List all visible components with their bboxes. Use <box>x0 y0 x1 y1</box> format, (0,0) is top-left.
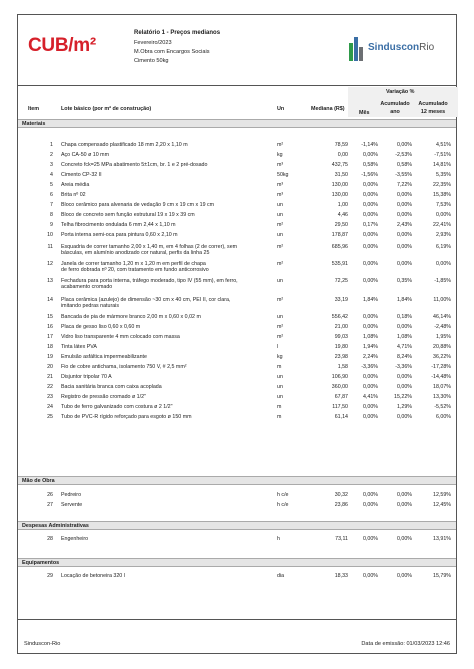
item-description <box>61 414 283 420</box>
item-median: 23,98 <box>334 354 348 360</box>
item-unit: 50kg <box>277 172 289 178</box>
item-var-year: 0,00% <box>396 142 412 148</box>
col-month: Mês <box>359 110 370 116</box>
item-var-12m: 4,51% <box>435 142 451 148</box>
item-median: 432,75 <box>331 162 348 168</box>
item-median: 130,00 <box>331 192 348 198</box>
item-description <box>61 192 283 198</box>
item-description-line: básculas, em alumínio anodizado cor natural, perfis da linha 25 <box>61 250 210 257</box>
item-var-month: 0,00% <box>362 278 378 284</box>
item-unit: m² <box>277 222 284 228</box>
item-number: 3 <box>50 162 53 168</box>
item-number: 5 <box>50 182 53 188</box>
item-var-year: 7,22% <box>396 182 412 188</box>
item-number: 4 <box>50 172 53 178</box>
item-unit: m² <box>277 142 284 148</box>
item-var-year: 1,08% <box>396 334 412 340</box>
item-median: 19,80 <box>334 344 348 350</box>
item-unit: m <box>277 414 282 420</box>
item-description-line: Vidro liso transparente 4 mm colocado com massa <box>61 334 180 340</box>
sinduscon-logo <box>348 35 444 61</box>
section-despesas: Despesas Administrativas <box>18 521 456 530</box>
item-var-12m: 0,00% <box>435 212 451 218</box>
item-number: 6 <box>50 192 53 198</box>
item-description-line: Concreto fck=25 MPa abatimento 5±1cm, br. 1 e 2 pré-dosado <box>61 162 208 168</box>
item-var-12m: 22,41% <box>433 222 451 228</box>
item-var-year: 2,43% <box>396 222 412 228</box>
item-number: 10 <box>47 232 53 238</box>
item-description <box>61 261 283 273</box>
item-description-line: de ferro dobrada nº 20, com tratamento em fundo anticorrosivo <box>61 267 209 274</box>
item-description-line: Areia média <box>61 182 90 188</box>
item-median: 18,33 <box>334 573 348 579</box>
item-var-12m: 2,93% <box>435 232 451 238</box>
item-number: 14 <box>47 297 53 303</box>
item-description-line: Emulsão asfáltica impermeabilizante <box>61 354 147 360</box>
item-number: 27 <box>47 502 53 508</box>
item-median: 106,90 <box>331 374 348 380</box>
item-median: 1,58 <box>337 364 348 370</box>
item-var-month: 0,00% <box>362 261 378 267</box>
item-description-line: Cimento CP-32 II <box>61 172 102 178</box>
item-var-12m: 46,14% <box>433 314 451 320</box>
item-description-line: imitando pedras naturais <box>61 303 120 310</box>
footer-divider <box>18 619 456 620</box>
item-description-line: Engenheiro <box>61 536 89 542</box>
item-median: 685,96 <box>331 244 348 250</box>
item-number: 9 <box>50 222 53 228</box>
item-median: 31,50 <box>334 172 348 178</box>
item-number: 29 <box>47 573 53 579</box>
item-description-line: Placa cerâmica (azulejo) de dimensão ~30 cm x 40 cm, PEI II, cor clara, <box>61 297 231 303</box>
item-var-year: 8,24% <box>396 354 412 360</box>
item-description-line: Telha fibrocimento ondulada 6 mm 2,44 x 1,10 m <box>61 222 176 228</box>
item-var-month: 0,00% <box>362 374 378 380</box>
item-description <box>61 244 283 256</box>
item-var-year: 0,00% <box>396 212 412 218</box>
item-var-year: 15,22% <box>394 394 412 400</box>
item-description <box>61 278 283 290</box>
item-var-year: 4,71% <box>396 344 412 350</box>
item-number: 24 <box>47 404 53 410</box>
item-description <box>61 324 283 330</box>
item-var-year: 1,84% <box>396 297 412 303</box>
item-description-line: Bacia sanitária branca com caixa acoplada <box>61 384 162 390</box>
item-description <box>61 162 283 168</box>
item-var-year: -3,36% <box>395 364 412 370</box>
section-mao-de-obra: Mão de Obra <box>18 476 456 485</box>
report-page <box>17 14 457 654</box>
item-var-year: 0,00% <box>396 374 412 380</box>
item-description <box>61 374 283 380</box>
item-description-line: Brita nº 02 <box>61 192 86 198</box>
item-description <box>61 212 283 218</box>
item-median: 130,00 <box>331 182 348 188</box>
item-description <box>61 344 283 350</box>
item-median: 117,50 <box>332 404 348 410</box>
item-median: 535,91 <box>331 261 348 267</box>
item-median: 73,11 <box>335 536 348 542</box>
item-var-12m: 6,19% <box>435 244 451 250</box>
item-number: 2 <box>50 152 53 158</box>
item-var-month: 0,17% <box>362 222 378 228</box>
item-var-month: 0,00% <box>362 536 378 542</box>
item-description <box>61 384 283 390</box>
item-description-line: Esquadria de correr tamanho 2,00 x 1,40 m, em 4 folhas (2 de correr), sem <box>61 244 238 250</box>
item-var-12m: -14,48% <box>431 374 451 380</box>
item-description <box>61 314 283 320</box>
item-var-12m: 36,22% <box>433 354 451 360</box>
item-median: 99,03 <box>334 334 348 340</box>
item-var-year: 0,00% <box>396 232 412 238</box>
item-description-line: Disjuntor tripolar 70 A <box>61 374 112 380</box>
item-var-month: 0,00% <box>362 502 378 508</box>
item-unit: l <box>277 344 279 350</box>
header-divider <box>18 85 456 86</box>
item-median: 178,87 <box>331 232 348 238</box>
item-var-month: 0,00% <box>362 314 378 320</box>
item-var-month: 0,00% <box>362 404 378 410</box>
item-unit: un <box>277 314 283 320</box>
item-var-12m: 22,35% <box>433 182 451 188</box>
item-description <box>61 404 283 410</box>
item-var-12m: 14,81% <box>433 162 451 168</box>
item-number: 21 <box>47 374 53 380</box>
item-unit: un <box>277 394 283 400</box>
item-unit: m <box>277 404 282 410</box>
item-var-year: 0,00% <box>396 502 412 508</box>
item-number: 17 <box>47 334 53 340</box>
item-var-month: -3,36% <box>361 364 378 370</box>
col-item: Item <box>28 106 40 112</box>
item-description <box>61 182 283 188</box>
item-var-12m: 0,00% <box>435 261 451 267</box>
item-description <box>61 394 283 400</box>
item-unit: dia <box>277 573 285 579</box>
item-description <box>61 172 283 178</box>
item-unit: kg <box>277 152 283 158</box>
item-number: 16 <box>47 324 53 330</box>
item-description-line: Locação de betoneira 320 l <box>61 573 125 579</box>
item-median: 23,86 <box>334 502 348 508</box>
item-description <box>61 354 283 360</box>
item-description <box>61 232 283 238</box>
item-unit: un <box>277 278 283 284</box>
item-var-year: 0,18% <box>396 314 412 320</box>
item-var-12m: 20,88% <box>433 344 451 350</box>
report-period: Fevereiro/2023 <box>134 40 172 46</box>
item-description-line: Registro de pressão cromado ø 1/2" <box>61 394 146 400</box>
item-description-line: Porta interna semi-oca para pintura 0,60 x 2,10 m <box>61 232 178 238</box>
item-description-line: Fechadura para porta interna, tráfego moderado, tipo IV (55 mm), em ferro, <box>61 278 238 284</box>
item-var-month: 0,00% <box>362 384 378 390</box>
item-unit: un <box>277 374 283 380</box>
item-var-year: 0,00% <box>396 324 412 330</box>
section-materiais: Materiais <box>18 119 456 128</box>
col-variation: Variação % <box>386 89 415 95</box>
item-number: 28 <box>47 536 53 542</box>
item-var-month: 0,00% <box>362 492 378 498</box>
item-unit: m² <box>277 244 284 250</box>
item-var-month: 0,58% <box>362 162 378 168</box>
item-description <box>61 152 283 158</box>
section-equipamentos: Equipamentos <box>18 558 456 567</box>
item-var-month: -1,14% <box>361 142 378 148</box>
item-median: 360,00 <box>331 384 348 390</box>
item-var-month: 4,41% <box>362 394 378 400</box>
item-unit: h c/e <box>277 492 289 498</box>
item-unit: m³ <box>277 182 284 188</box>
item-median: 0,00 <box>337 152 348 158</box>
item-var-year: 0,00% <box>396 384 412 390</box>
item-var-month: 0,00% <box>362 573 378 579</box>
item-description-line: Bloco de concreto sem função estrutural 19 x 19 x 39 cm <box>61 212 195 218</box>
item-var-year: 0,35% <box>396 278 412 284</box>
item-description <box>61 492 283 498</box>
item-median: 1,00 <box>337 202 348 208</box>
item-unit: m³ <box>277 192 284 198</box>
item-var-year: 0,00% <box>396 492 412 498</box>
item-number: 19 <box>47 354 53 360</box>
item-var-12m: 6,00% <box>435 414 451 420</box>
item-unit: un <box>277 384 283 390</box>
footer-issue-date: Data de emissão: 01/03/2023 12:46 <box>361 641 450 647</box>
item-description-line: acabamento cromado <box>61 284 113 291</box>
item-description-line: Tinta látex PVA <box>61 344 97 350</box>
item-var-12m: 5,35% <box>435 172 451 178</box>
item-description-line: Placa de gesso liso 0,60 x 0,60 m <box>61 324 141 330</box>
item-var-12m: 18,07% <box>433 384 451 390</box>
item-description-line: Chapa compensado plastificado 18 mm 2,20 x 1,10 m <box>61 142 188 148</box>
item-var-month: 0,00% <box>362 324 378 330</box>
item-var-month: 2,24% <box>362 354 378 360</box>
item-var-month: 0,00% <box>362 202 378 208</box>
item-median: 29,50 <box>334 222 348 228</box>
brand-name: SindusconRio <box>368 42 435 53</box>
item-description <box>61 364 283 370</box>
item-var-12m: -2,48% <box>434 324 451 330</box>
item-var-year: 0,00% <box>396 244 412 250</box>
item-unit: kg <box>277 354 283 360</box>
col-description: Lote básico (por m² de construção) <box>61 106 152 112</box>
cub-logo: CUB/m² <box>28 35 96 56</box>
item-var-month: 0,00% <box>362 212 378 218</box>
item-var-month: 0,00% <box>362 152 378 158</box>
report-title: Relatório 1 - Preços medianos <box>134 30 221 36</box>
report-labor-note: M.Obra com Encargos Sociais <box>134 49 210 55</box>
item-number: 25 <box>47 414 53 420</box>
item-var-month: -1,56% <box>361 172 378 178</box>
item-description-line: Tubo de ferro galvanizado com costura ø 2 1/2" <box>61 404 173 410</box>
item-description <box>61 334 283 340</box>
item-number: 7 <box>50 202 53 208</box>
item-description-line: Pedreiro <box>61 492 82 498</box>
item-var-month: 1,08% <box>362 334 378 340</box>
item-number: 12 <box>47 261 53 267</box>
item-number: 11 <box>47 244 53 250</box>
item-var-12m: 1,95% <box>435 334 451 340</box>
item-var-12m: -7,51% <box>434 152 451 158</box>
item-var-month: 1,84% <box>362 297 378 303</box>
item-var-year: 0,00% <box>396 536 412 542</box>
item-var-year: 0,00% <box>396 573 412 579</box>
item-median: 4,46 <box>337 212 348 218</box>
item-var-12m: 13,30% <box>433 394 451 400</box>
item-number: 22 <box>47 384 53 390</box>
item-description <box>61 142 283 148</box>
item-unit: h c/e <box>277 502 289 508</box>
item-median: 33,19 <box>334 297 348 303</box>
item-var-12m: 11,00% <box>433 297 451 303</box>
col-unit: Un <box>277 106 285 112</box>
col-acc-year: Acumulado ano <box>380 101 410 115</box>
item-var-month: 1,94% <box>362 344 378 350</box>
item-var-month: 0,00% <box>362 244 378 250</box>
item-var-12m: 12,45% <box>433 502 451 508</box>
item-var-12m: -5,52% <box>434 404 451 410</box>
item-median: 21,00 <box>334 324 348 330</box>
item-median: 78,59 <box>334 142 348 148</box>
item-var-12m: 12,59% <box>433 492 451 498</box>
footer-org: Sinduscon-Rio <box>24 641 61 647</box>
item-var-year: 1,29% <box>396 404 412 410</box>
item-var-month: 0,00% <box>362 192 378 198</box>
col-median: Mediana (R$) <box>311 106 345 112</box>
item-unit: m³ <box>277 162 284 168</box>
item-number: 18 <box>47 344 53 350</box>
item-number: 15 <box>47 314 53 320</box>
item-number: 20 <box>47 364 53 370</box>
item-var-year: 0,00% <box>396 414 412 420</box>
item-number: 1 <box>50 142 53 148</box>
item-unit: m <box>277 364 282 370</box>
item-description <box>61 297 283 309</box>
item-unit: un <box>277 202 283 208</box>
item-number: 13 <box>47 278 53 284</box>
item-number: 26 <box>47 492 53 498</box>
item-var-12m: 7,53% <box>435 202 451 208</box>
item-var-month: 0,00% <box>362 182 378 188</box>
item-var-year: 0,00% <box>396 192 412 198</box>
item-unit: m² <box>277 324 284 330</box>
item-var-12m: -17,28% <box>431 364 451 370</box>
item-description-line: Janela de correr tamanho 1,20 m x 1,20 m em perfil de chapa <box>61 261 206 267</box>
item-var-year: 0,00% <box>396 261 412 267</box>
item-description-line: Bloco cerâmico para alvenaria de vedação 9 cm x 19 cm x 19 cm <box>61 202 215 208</box>
item-number: 23 <box>47 394 53 400</box>
item-var-12m: -1,85% <box>434 278 451 284</box>
item-var-12m: 15,79% <box>433 573 451 579</box>
item-median: 67,87 <box>334 394 348 400</box>
item-description-line: Tubo de PVC-R rígido reforçado para esgoto ø 150 mm <box>61 414 192 420</box>
item-unit: h <box>277 536 280 542</box>
item-description <box>61 202 283 208</box>
building-icon <box>348 35 364 61</box>
report-cement-note: Cimento 50kg <box>134 58 169 64</box>
item-unit: m² <box>277 297 284 303</box>
item-var-month: 0,00% <box>362 232 378 238</box>
item-description <box>61 502 283 508</box>
item-var-month: 0,00% <box>362 414 378 420</box>
col-acc-12m: Acumulado 12 meses <box>418 101 448 115</box>
item-median: 61,14 <box>334 414 348 420</box>
item-var-year: -2,53% <box>395 152 412 158</box>
item-median: 30,32 <box>334 492 348 498</box>
item-unit: un <box>277 212 283 218</box>
item-var-year: -3,55% <box>395 172 412 178</box>
item-number: 8 <box>50 212 53 218</box>
item-description-line: Bancada de pia de mármore branco 2,00 m x 0,60 x 0,02 m <box>61 314 201 320</box>
item-var-12m: 15,38% <box>433 192 451 198</box>
item-var-12m: 13,91% <box>433 536 451 542</box>
item-description <box>61 222 283 228</box>
item-var-year: 0,58% <box>396 162 412 168</box>
item-description <box>61 536 283 542</box>
item-median: 556,42 <box>331 314 348 320</box>
item-median: 72,25 <box>334 278 348 284</box>
item-unit: un <box>277 232 283 238</box>
item-description-line: Aço CA-50 ø 10 mm <box>61 152 109 158</box>
item-description-line: Servente <box>61 502 83 508</box>
item-unit: m² <box>277 261 284 267</box>
item-description <box>61 573 283 579</box>
item-unit: m² <box>277 334 284 340</box>
item-var-year: 0,00% <box>396 202 412 208</box>
item-description-line: Fio de cobre antichama, isolamento 750 V, # 2,5 mm² <box>61 364 187 370</box>
